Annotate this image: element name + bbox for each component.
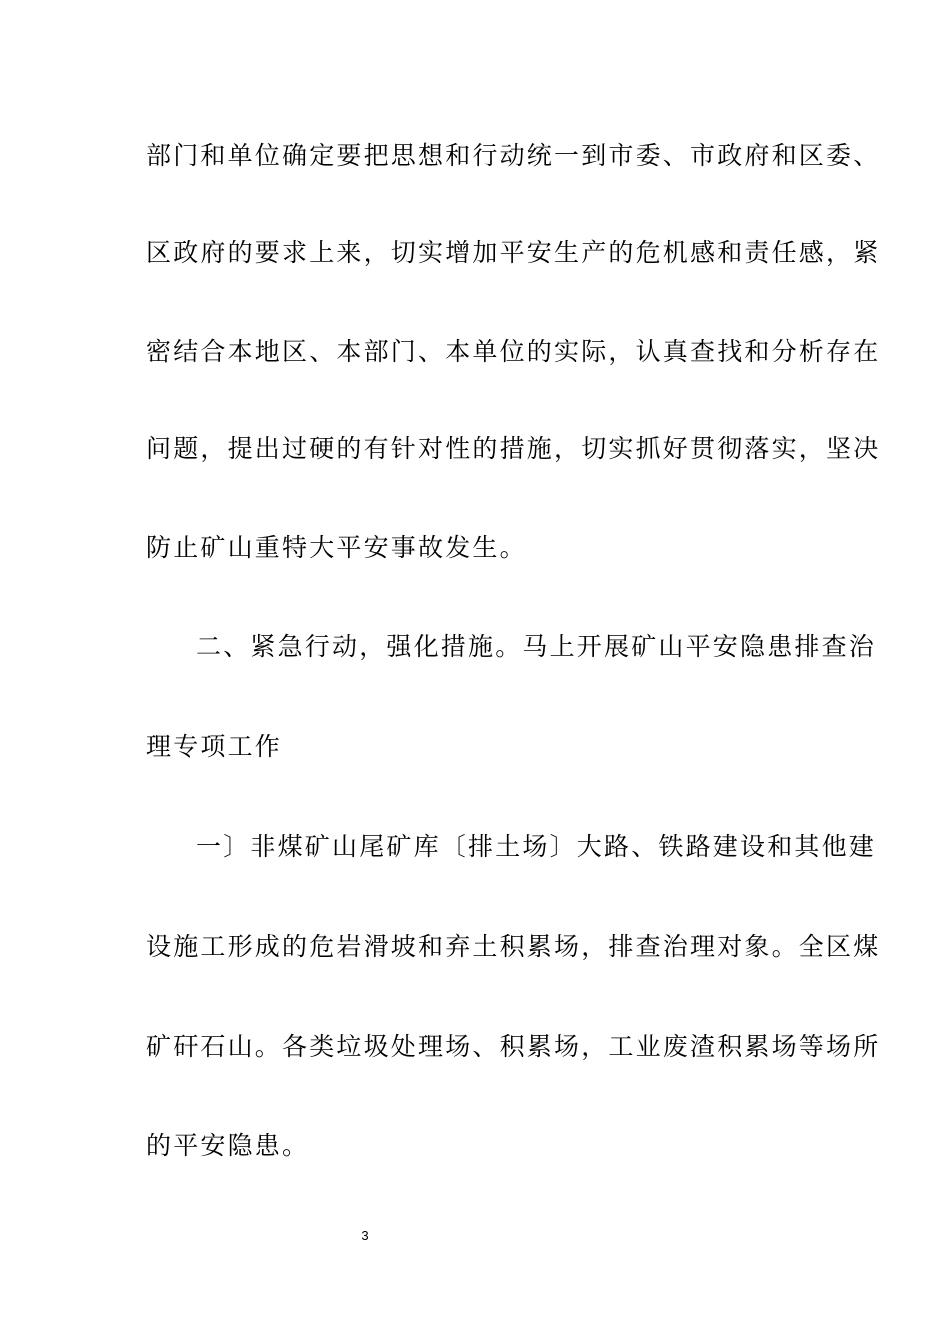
page-number: 3	[361, 1228, 369, 1243]
text-line: 问题，提出过硬的有针对性的措施，切实抓好贯彻落实，坚决	[146, 434, 881, 463]
text-line: 理专项工作	[146, 732, 283, 761]
text-line: 的平安隐患。	[146, 1131, 310, 1160]
text-line: 区政府的要求上来，切实增加平安生产的危机感和责任感，紧	[146, 238, 881, 267]
text-line: 设施工形成的危岩滑坡和弃土积累场，排查治理对象。全区煤	[146, 932, 881, 961]
section-heading: 二、紧急行动，强化措施。马上开展矿山平安隐患排查治	[196, 632, 877, 661]
text-line: 部门和单位确定要把思想和行动统一到市委、市政府和区委、	[146, 141, 881, 170]
text-line: 密结合本地区、本部门、本单位的实际，认真查找和分析存在	[146, 337, 881, 366]
subsection-line: 一〕非煤矿山尾矿库〔排土场〕大路、铁路建设和其他建	[196, 832, 877, 861]
text-line: 防止矿山重特大平安事故发生。	[146, 533, 527, 562]
text-line: 矿矸石山。各类垃圾处理场、积累场，工业废渣积累场等场所	[146, 1032, 881, 1061]
